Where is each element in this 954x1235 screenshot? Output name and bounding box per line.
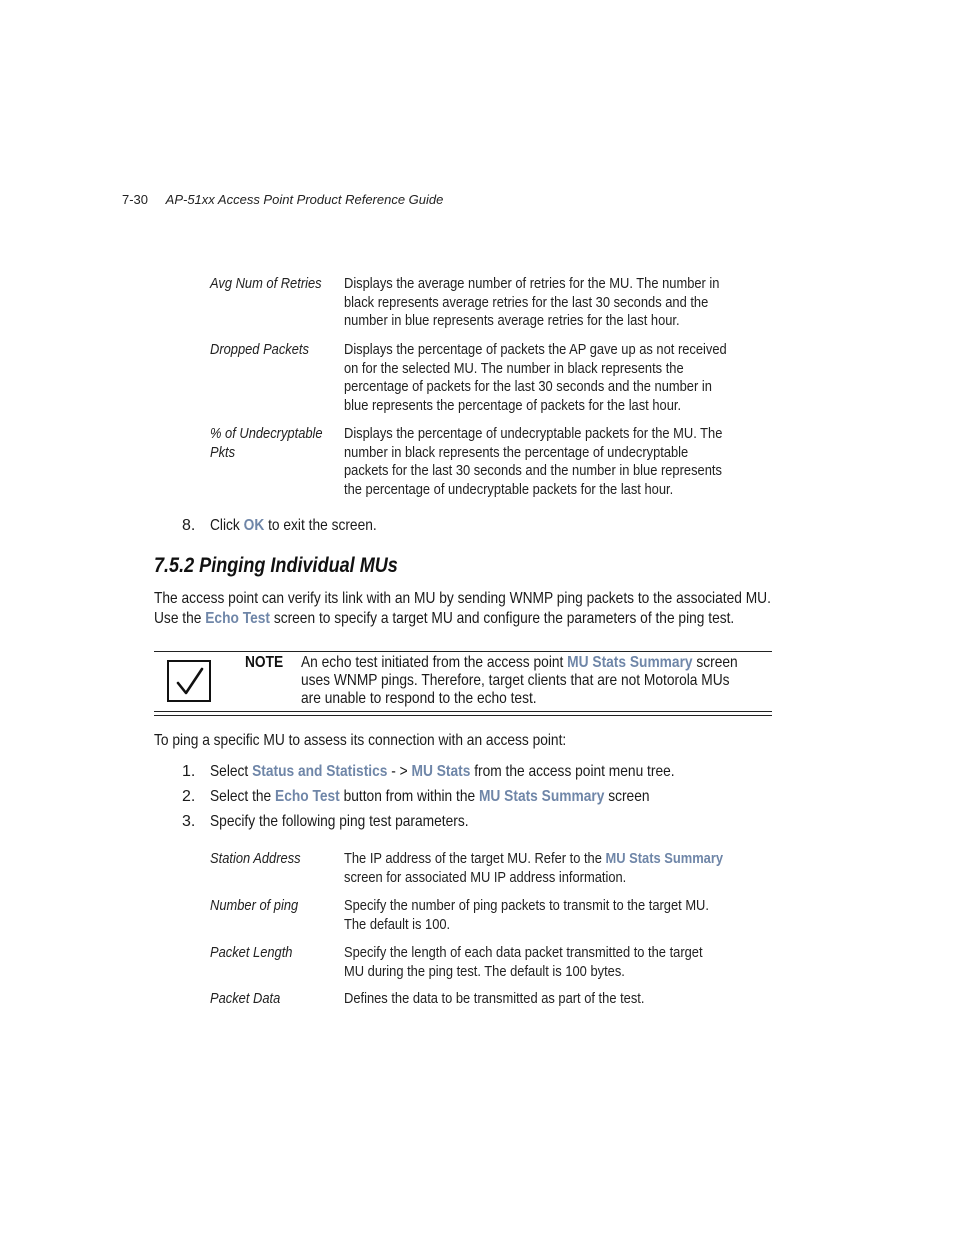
- description-line: Displays the average number of retries for the MU. The number in: [344, 275, 720, 292]
- note-box: [154, 651, 772, 719]
- step-text-post: to exit the screen.: [264, 517, 377, 534]
- parameter-description: [344, 897, 709, 934]
- parameter-row: [210, 990, 770, 1010]
- parameter-description: [344, 944, 703, 981]
- text-fragment: button from within the: [339, 788, 479, 805]
- description-line: [344, 850, 723, 869]
- ok-link[interactable]: OK: [243, 517, 265, 534]
- parameter-row: [210, 944, 770, 990]
- text-fragment: Use the: [154, 610, 206, 627]
- paragraph-line: The access point can verify its link with an MU by sending WNMP ping packets to the associated MU.: [154, 590, 771, 607]
- description-line: percentage of packets for the last 30 seconds and the number in: [344, 378, 712, 395]
- text-fragment: The IP address of the target MU. Refer to the: [344, 850, 606, 867]
- term-line: % of Undecryptable: [210, 425, 323, 442]
- step-text-pre: Click: [210, 517, 244, 534]
- status-and-statistics-link[interactable]: Status and Statistics: [252, 763, 388, 780]
- description-line: number in black represents the percentage of undecryptable: [344, 443, 689, 461]
- note-line: [301, 654, 738, 672]
- note-text: [301, 654, 738, 708]
- description-line: Displays the percentage of packets the AP gave up as not received: [344, 341, 727, 358]
- note-label: NOTE: [245, 654, 284, 671]
- parameter-term: Packet Length: [210, 944, 293, 961]
- text-fragment: screen to specify a target MU and configure the parameters of the ping test.: [269, 610, 735, 627]
- description-line: blue represents the percentage of packets for the last hour.: [344, 396, 682, 414]
- term-line: Pkts: [210, 443, 236, 461]
- description-line: screen for associated MU IP address information.: [344, 868, 627, 886]
- mu-stats-summary-link[interactable]: MU Stats Summary: [478, 788, 605, 805]
- ping-parameter-table: [210, 850, 770, 1010]
- field-term: Dropped Packets: [210, 341, 309, 358]
- mu-stats-field-table: [210, 275, 770, 501]
- text-fragment: - >: [387, 763, 412, 780]
- step-number: 3.: [182, 813, 196, 830]
- field-description: [344, 341, 727, 415]
- text-fragment: Select: [210, 763, 253, 780]
- note-line: uses WNMP pings. Therefore, target clients that are not Motorola MUs: [301, 672, 730, 689]
- field-description: [344, 275, 719, 331]
- step-number: 2.: [182, 788, 196, 805]
- intro-paragraph: [154, 589, 771, 629]
- field-row: [210, 425, 770, 501]
- text-fragment: from the access point menu tree.: [470, 763, 675, 780]
- text-fragment: screen: [692, 654, 738, 671]
- description-line: Defines the data to be transmitted as part of the test.: [344, 990, 645, 1007]
- step-text: Specify the following ping test parameters.: [210, 813, 469, 830]
- mu-stats-link[interactable]: MU Stats: [411, 763, 471, 780]
- note-line: are unable to respond to the echo test.: [301, 690, 537, 707]
- description-line: on for the selected MU. The number in black represents the: [344, 359, 684, 377]
- page-number: 7-30: [122, 192, 149, 207]
- step-text: [210, 762, 675, 782]
- divider: [154, 711, 772, 712]
- parameter-term: Station Address: [210, 850, 301, 867]
- description-line: The default is 100.: [344, 915, 451, 933]
- field-term: [210, 425, 322, 462]
- parameter-row: [210, 897, 770, 944]
- echo-test-link[interactable]: Echo Test: [275, 788, 340, 805]
- text-fragment: An echo test initiated from the access point: [301, 654, 568, 671]
- step-text: [210, 516, 377, 536]
- description-line: the percentage of undecryptable packets for the last hour.: [344, 480, 674, 498]
- description-line: number in blue represents average retries for the last hour.: [344, 312, 680, 329]
- divider: [154, 715, 772, 716]
- section-heading: 7.5.2 Pinging Individual MUs: [154, 554, 398, 577]
- description-line: Displays the percentage of undecryptable packets for the MU. The: [344, 425, 723, 442]
- description-line: MU during the ping test. The default is 100 bytes.: [344, 962, 625, 980]
- text-fragment: screen: [604, 788, 650, 805]
- parameter-term: Number of ping: [210, 897, 299, 914]
- parameter-description: [344, 850, 723, 887]
- parameter-description: [344, 990, 644, 1009]
- echo-test-link[interactable]: Echo Test: [205, 610, 270, 627]
- checkmark-icon: [167, 660, 211, 702]
- field-row: [210, 341, 770, 425]
- description-line: Specify the length of each data packet transmitted to the target: [344, 944, 703, 961]
- paragraph-line: [154, 609, 771, 629]
- parameter-row: [210, 850, 770, 897]
- divider: [154, 651, 772, 652]
- mu-stats-summary-link[interactable]: MU Stats Summary: [605, 850, 724, 867]
- step-number: 8.: [182, 517, 196, 534]
- mu-stats-summary-link[interactable]: MU Stats Summary: [567, 654, 693, 671]
- procedure-lead: To ping a specific MU to assess its connection with an access point:: [154, 732, 567, 749]
- field-term: Avg Num of Retries: [210, 275, 322, 292]
- field-description: [344, 425, 722, 499]
- step-text: [210, 787, 650, 807]
- text-fragment: Select the: [210, 788, 276, 805]
- description-line: black represents average retries for the last 30 seconds and the: [344, 293, 709, 311]
- guide-title: AP-51xx Access Point Product Reference Guide: [165, 192, 444, 207]
- field-row: [210, 275, 770, 341]
- description-line: Specify the number of ping packets to transmit to the target MU.: [344, 897, 709, 914]
- step-number: 1.: [182, 763, 196, 780]
- description-line: packets for the last 30 seconds and the number in blue represents: [344, 462, 722, 479]
- parameter-term: Packet Data: [210, 990, 281, 1007]
- running-header: [122, 192, 443, 207]
